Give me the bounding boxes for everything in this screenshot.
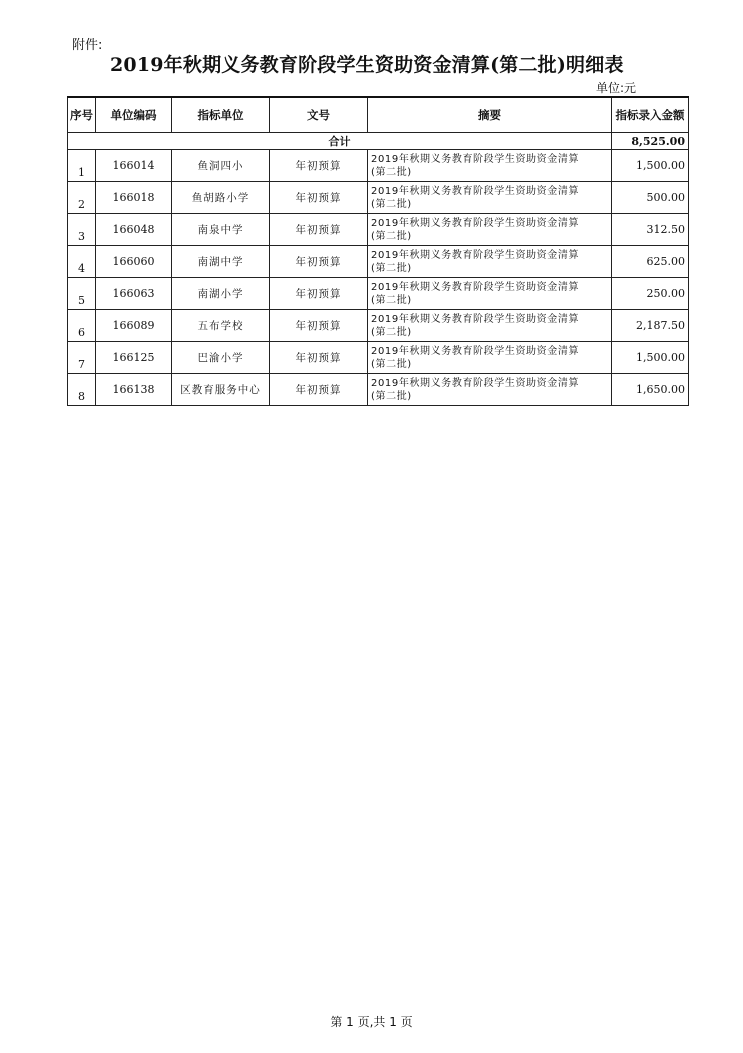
amount: 1,500.00 [612, 150, 689, 182]
summary-cell [368, 278, 612, 310]
summary-line: (第二批) [371, 390, 412, 402]
table-row [68, 342, 689, 374]
unit-name: 南泉中学 [172, 214, 270, 246]
summary-line: 2019年秋期义务教育阶段学生资助资金清算 [371, 185, 580, 197]
summary-line: (第二批) [371, 358, 412, 370]
summary-line: 2019年秋期义务教育阶段学生资助资金清算 [371, 217, 580, 229]
summary-cell [368, 214, 612, 246]
unit-code: 166063 [96, 278, 172, 310]
document-number: 年初预算 [270, 342, 368, 374]
summary-cell [368, 150, 612, 182]
table-row [68, 278, 689, 310]
table-header [68, 97, 689, 133]
summary-line: (第二批) [371, 294, 412, 306]
unit-code: 166060 [96, 246, 172, 278]
summary-line: (第二批) [371, 262, 412, 274]
row-number: 8 [68, 374, 96, 406]
summary-line: 2019年秋期义务教育阶段学生资助资金清算 [371, 345, 580, 357]
unit-label: 单位:元 [596, 81, 637, 95]
summary-cell [368, 246, 612, 278]
table-row [68, 182, 689, 214]
unit-name: 区教育服务中心 [172, 374, 270, 406]
document-number: 年初预算 [270, 310, 368, 342]
table-row [68, 246, 689, 278]
document-number: 年初预算 [270, 246, 368, 278]
unit-code: 166125 [96, 342, 172, 374]
document-title: 2019年秋期义务教育阶段学生资助资金清算(第二批)明细表 [110, 54, 624, 76]
amount: 500.00 [612, 182, 689, 214]
summary-line: 2019年秋期义务教育阶段学生资助资金清算 [371, 377, 580, 389]
summary-cell [368, 310, 612, 342]
summary-line: 2019年秋期义务教育阶段学生资助资金清算 [371, 281, 580, 293]
summary-line: (第二批) [371, 166, 412, 178]
summary-line: (第二批) [371, 230, 412, 242]
total-label: 合计 [68, 133, 612, 150]
summary-cell [368, 374, 612, 406]
unit-code: 166089 [96, 310, 172, 342]
amount: 1,500.00 [612, 342, 689, 374]
row-number: 1 [68, 150, 96, 182]
column-header-summary: 摘要 [368, 97, 612, 133]
summary-line: (第二批) [371, 326, 412, 338]
table-row [68, 214, 689, 246]
amount: 2,187.50 [612, 310, 689, 342]
total-row [68, 133, 689, 150]
unit-name: 南湖中学 [172, 246, 270, 278]
unit-name: 五布学校 [172, 310, 270, 342]
summary-line: 2019年秋期义务教育阶段学生资助资金清算 [371, 313, 580, 325]
document-number: 年初预算 [270, 278, 368, 310]
amount: 625.00 [612, 246, 689, 278]
unit-code: 166018 [96, 182, 172, 214]
amount: 250.00 [612, 278, 689, 310]
unit-name: 鱼胡路小学 [172, 182, 270, 214]
unit-name: 巴渝小学 [172, 342, 270, 374]
row-number: 6 [68, 310, 96, 342]
row-number: 4 [68, 246, 96, 278]
unit-name: 南湖小学 [172, 278, 270, 310]
page-footer: 第 1 页,共 1 页 [330, 1015, 413, 1029]
summary-line: 2019年秋期义务教育阶段学生资助资金清算 [371, 249, 580, 261]
attachment-label: 附件: [72, 38, 103, 53]
row-number: 2 [68, 182, 96, 214]
summary-cell [368, 342, 612, 374]
unit-code: 166048 [96, 214, 172, 246]
row-number: 7 [68, 342, 96, 374]
document-number: 年初预算 [270, 150, 368, 182]
document-number: 年初预算 [270, 182, 368, 214]
unit-code: 166138 [96, 374, 172, 406]
row-number: 5 [68, 278, 96, 310]
column-header-no: 序号 [68, 97, 96, 133]
table-row [68, 310, 689, 342]
amount: 312.50 [612, 214, 689, 246]
total-amount: 8,525.00 [612, 133, 689, 150]
column-header-code: 单位编码 [96, 97, 172, 133]
column-header-doc: 文号 [270, 97, 368, 133]
unit-name: 鱼洞四小 [172, 150, 270, 182]
row-number: 3 [68, 214, 96, 246]
document-number: 年初预算 [270, 214, 368, 246]
summary-cell [368, 182, 612, 214]
summary-line: 2019年秋期义务教育阶段学生资助资金清算 [371, 153, 580, 165]
summary-line: (第二批) [371, 198, 412, 210]
detail-table [67, 96, 689, 406]
table-row [68, 374, 689, 406]
column-header-unit: 指标单位 [172, 97, 270, 133]
column-header-amount: 指标录入金额 [612, 97, 689, 133]
document-number: 年初预算 [270, 374, 368, 406]
table-row [68, 150, 689, 182]
amount: 1,650.00 [612, 374, 689, 406]
unit-code: 166014 [96, 150, 172, 182]
